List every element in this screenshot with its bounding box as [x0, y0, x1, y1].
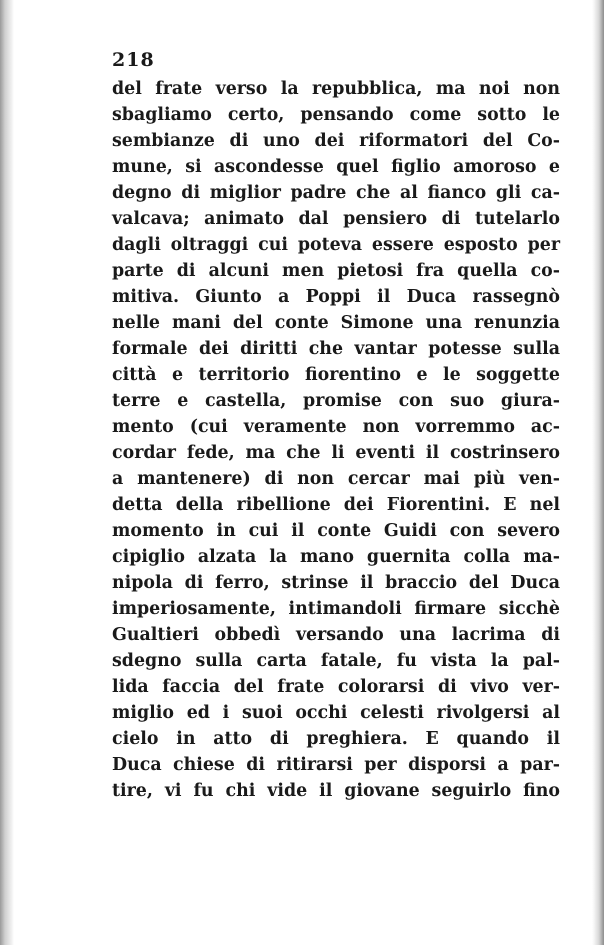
text-line: cielo in atto di preghiera. E quando il [112, 729, 560, 749]
text-line: mune, si ascondesse quel figlio amoroso e [112, 157, 560, 177]
body-text [112, 76, 560, 804]
text-line: a mantenere) di non cercar mai più ven- [112, 469, 560, 489]
text-line: dagli oltraggi cui poteva essere esposto per [112, 235, 560, 255]
text-line: detta della ribellione dei Fiorentini. E nel [112, 495, 560, 515]
text-line: terre e castella, promise con suo giura- [112, 391, 560, 411]
text-line: miglio ed i suoi occhi celesti rivolgersi al [112, 703, 560, 723]
text-line: formale dei diritti che vantar potesse sulla [112, 339, 560, 359]
text-line: momento in cui il conte Guidi con severo [112, 521, 560, 541]
text-line: sdegno sulla carta fatale, fu vista la pal- [112, 651, 560, 671]
text-line: Gualtieri obbedì versando una lacrima di [112, 625, 560, 645]
text-line: lida faccia del frate colorarsi di vivo ver- [112, 677, 560, 697]
text-line: tire, vi fu chi vide il giovane seguirlo fino [112, 781, 560, 801]
text-line: cordar fede, ma che li eventi il costrinsero [112, 443, 560, 463]
text-line: Duca chiese di ritirarsi per disporsi a par- [112, 755, 560, 775]
text-line: imperiosamente, intimandoli firmare sicchè [112, 599, 560, 619]
text-line: del frate verso la repubblica, ma noi non [112, 79, 560, 99]
text-line: mento (cui veramente non vorremmo ac- [112, 417, 560, 437]
text-line: nipola di ferro, strinse il braccio del Duca [112, 573, 560, 593]
text-line: valcava; animato dal pensiero di tutelarlo [112, 209, 560, 229]
text-line: sembianze di uno dei riformatori del Co- [112, 131, 560, 151]
scan-edge-left [0, 0, 14, 945]
scan-edge-right [592, 0, 604, 945]
text-line: sbagliamo certo, pensando come sotto le [112, 105, 560, 125]
text-line: degno di miglior padre che al fianco gli ca- [112, 183, 560, 203]
text-line: cipiglio alzata la mano guernita colla ma- [112, 547, 560, 567]
page-number: 218 [112, 49, 155, 71]
text-line: parte di alcuni men pietosi fra quella co- [112, 261, 560, 281]
text-line: città e territorio fiorentino e le soggette [112, 365, 560, 385]
text-line: nelle mani del conte Simone una renunzia [112, 313, 560, 333]
book-page [112, 44, 560, 804]
text-line: mitiva. Giunto a Poppi il Duca rassegnò [112, 287, 560, 307]
